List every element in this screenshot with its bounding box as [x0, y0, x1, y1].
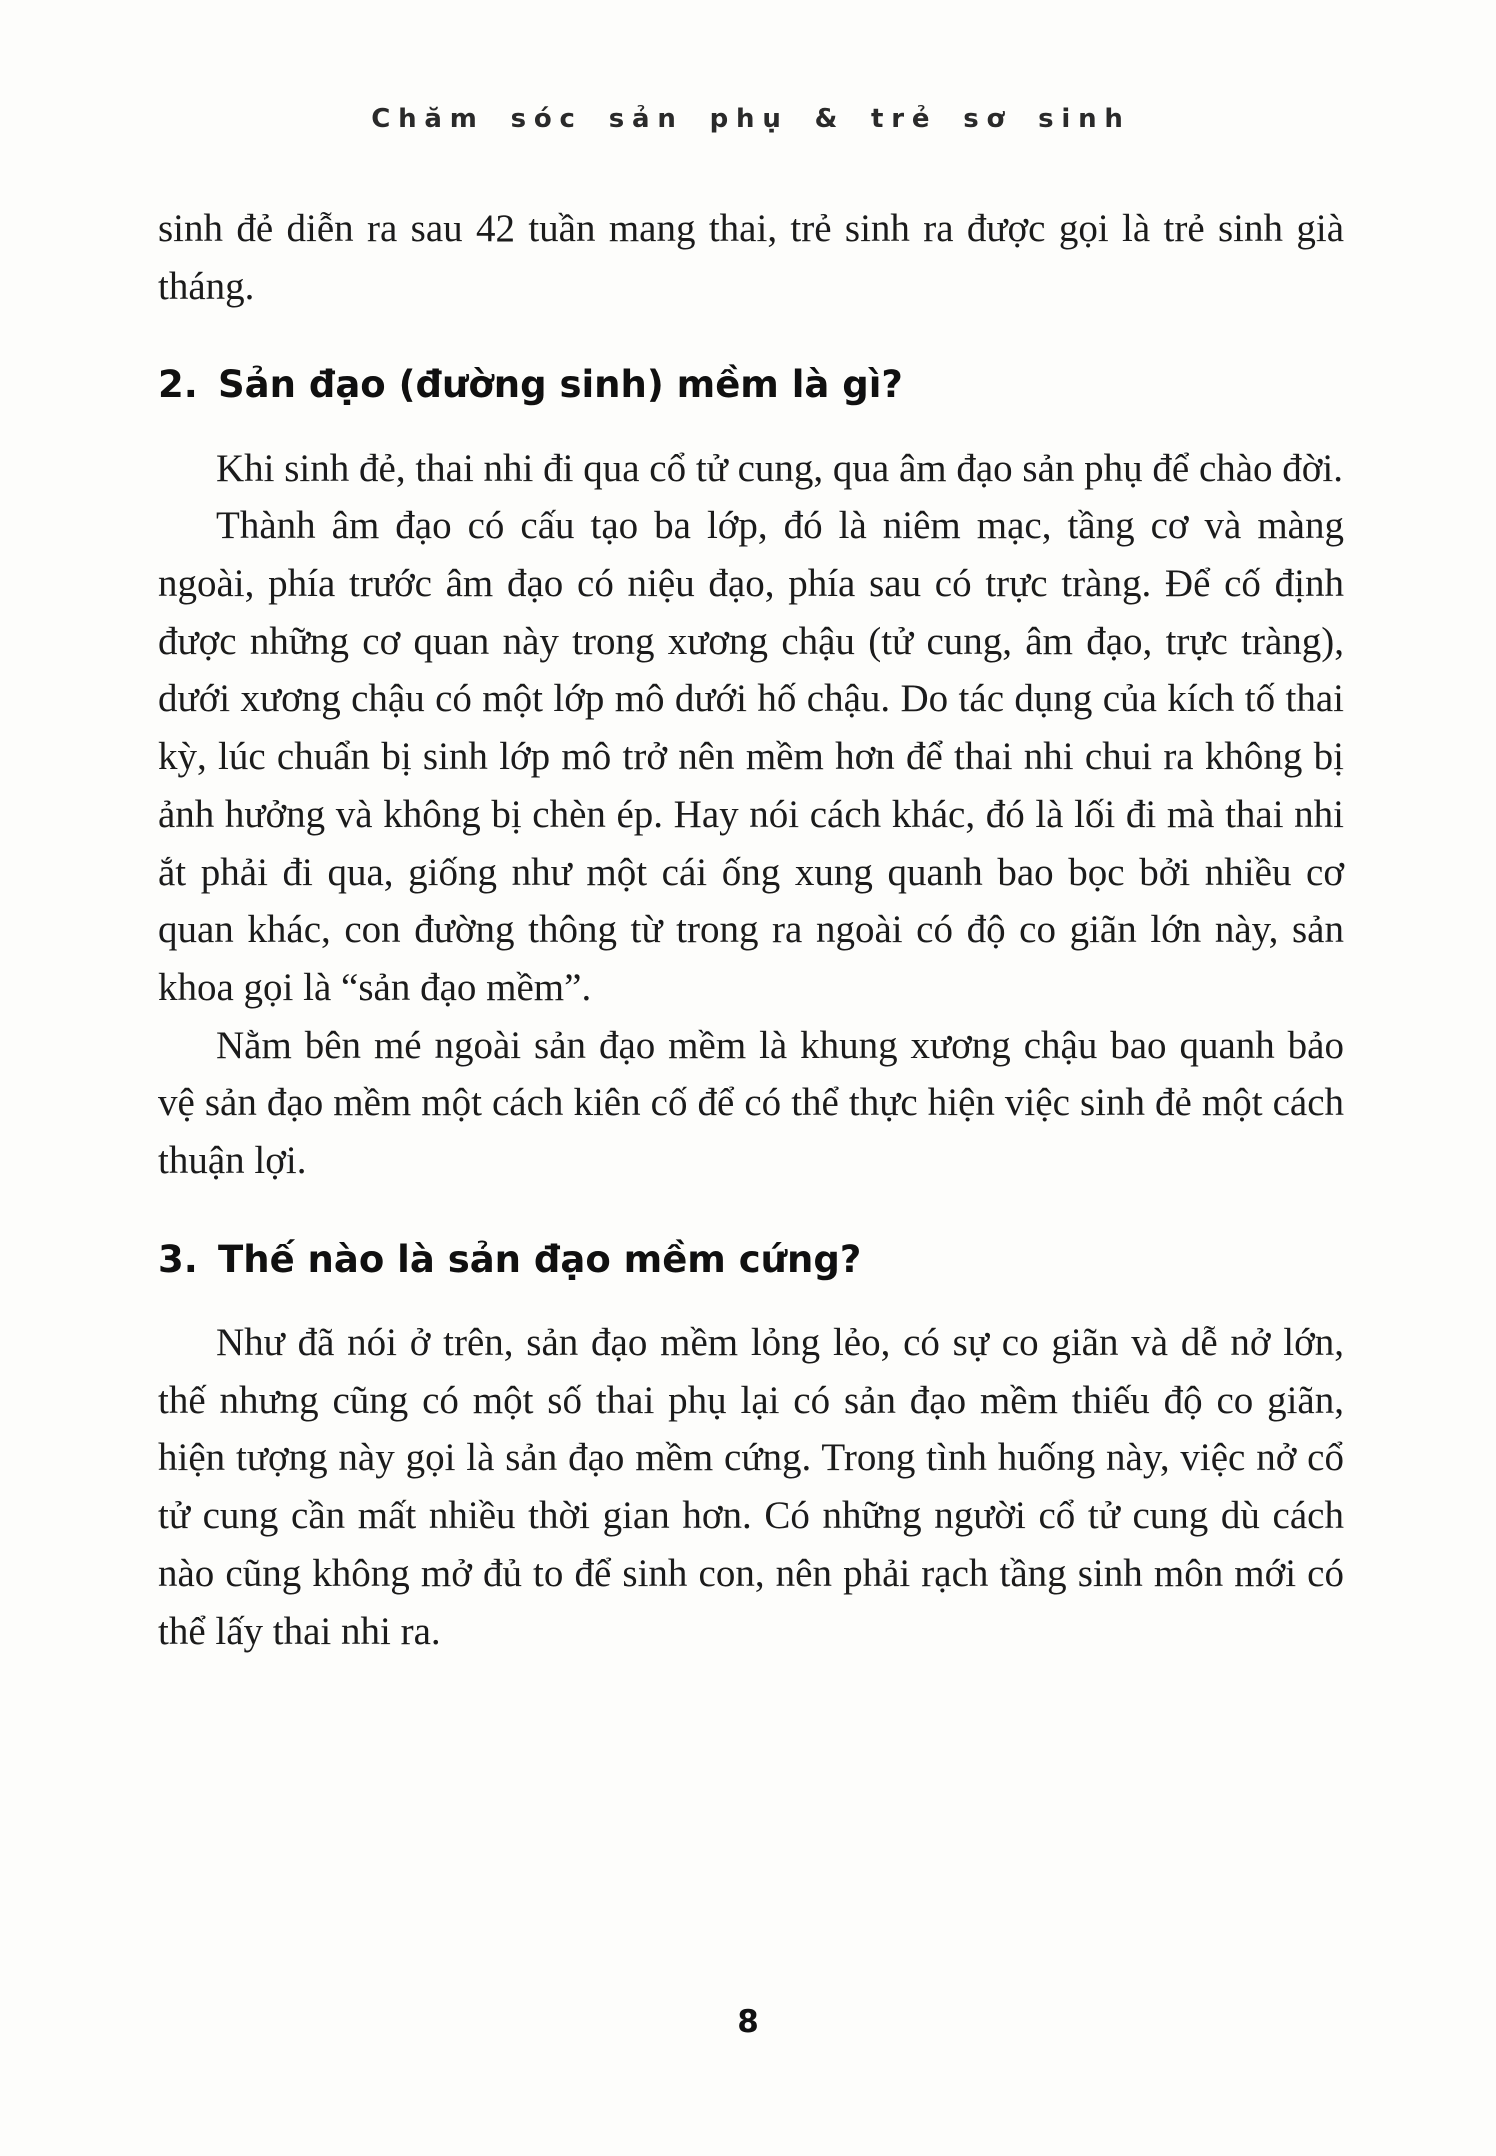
page-body — [158, 200, 1344, 1660]
section-number: 2. — [158, 363, 198, 407]
section-heading-2 — [158, 361, 1344, 409]
section-title: Sản đạo (đường sinh) mềm là gì? — [218, 363, 903, 407]
paragraph: Khi sinh đẻ, thai nhi đi qua cổ tử cung, qua âm đạo sản phụ để chào đời. — [216, 446, 1344, 490]
paragraph: Như đã nói ở trên, sản đạo mềm lỏng lẻo, có sự co giãn và dễ nở lớn, thế nhưng cũng có một số thai phụ lại có sản đạo mềm thiếu độ co giãn, hiện tượng này gọi là sản đạo mềm cứng. Trong tình huống này, việc nở cổ tử cung cần mất nhiều thời gian hơn. Có những người cổ tử cung dù cách nào cũng không mở đủ to để sinh con, nên phải rạch tầng sinh môn mới có thể lấy thai nhi ra. — [158, 1320, 1344, 1653]
paragraph: Thành âm đạo có cấu tạo ba lớp, đó là niêm mạc, tầng cơ và màng ngoài, phía trước âm đạo có niệu đạo, phía sau có trực tràng. Để cố định được những cơ quan này trong xương chậu (tử cung, âm đạo, trực tràng), dưới xương chậu có một lớp mô dưới hố chậu. Do tác dụng của kích tố thai kỳ, lúc chuẩn bị sinh lớp mô trở nên mềm hơn để thai nhi chui ra không bị ảnh hưởng và không bị chèn ép. Hay nói cách khác, đó là lối đi mà thai nhi ắt phải đi qua, giống như một cái ống xung quanh bao bọc bởi nhiều cơ quan khác, con đường thông từ trong ra ngoài có độ co giãn lớn này, sản khoa gọi là “sản đạo mềm”. — [158, 504, 1344, 1009]
section-title: Thế nào là sản đạo mềm cứng? — [218, 1237, 862, 1281]
page-number: 8 — [737, 2004, 759, 2040]
section-number: 3. — [158, 1237, 198, 1281]
section-heading-3 — [158, 1236, 1344, 1284]
running-header: Chăm sóc sản phụ & trẻ sơ sinh — [371, 104, 1131, 134]
paragraph-continuation: sinh đẻ diễn ra sau 42 tuần mang thai, trẻ sinh ra được gọi là trẻ sinh già tháng. — [158, 207, 1344, 308]
paragraph: Nằm bên mé ngoài sản đạo mềm là khung xương chậu bao quanh bảo vệ sản đạo mềm một cách kiên cố để có thể thực hiện việc sinh đẻ một cách thuận lợi. — [158, 1023, 1344, 1183]
